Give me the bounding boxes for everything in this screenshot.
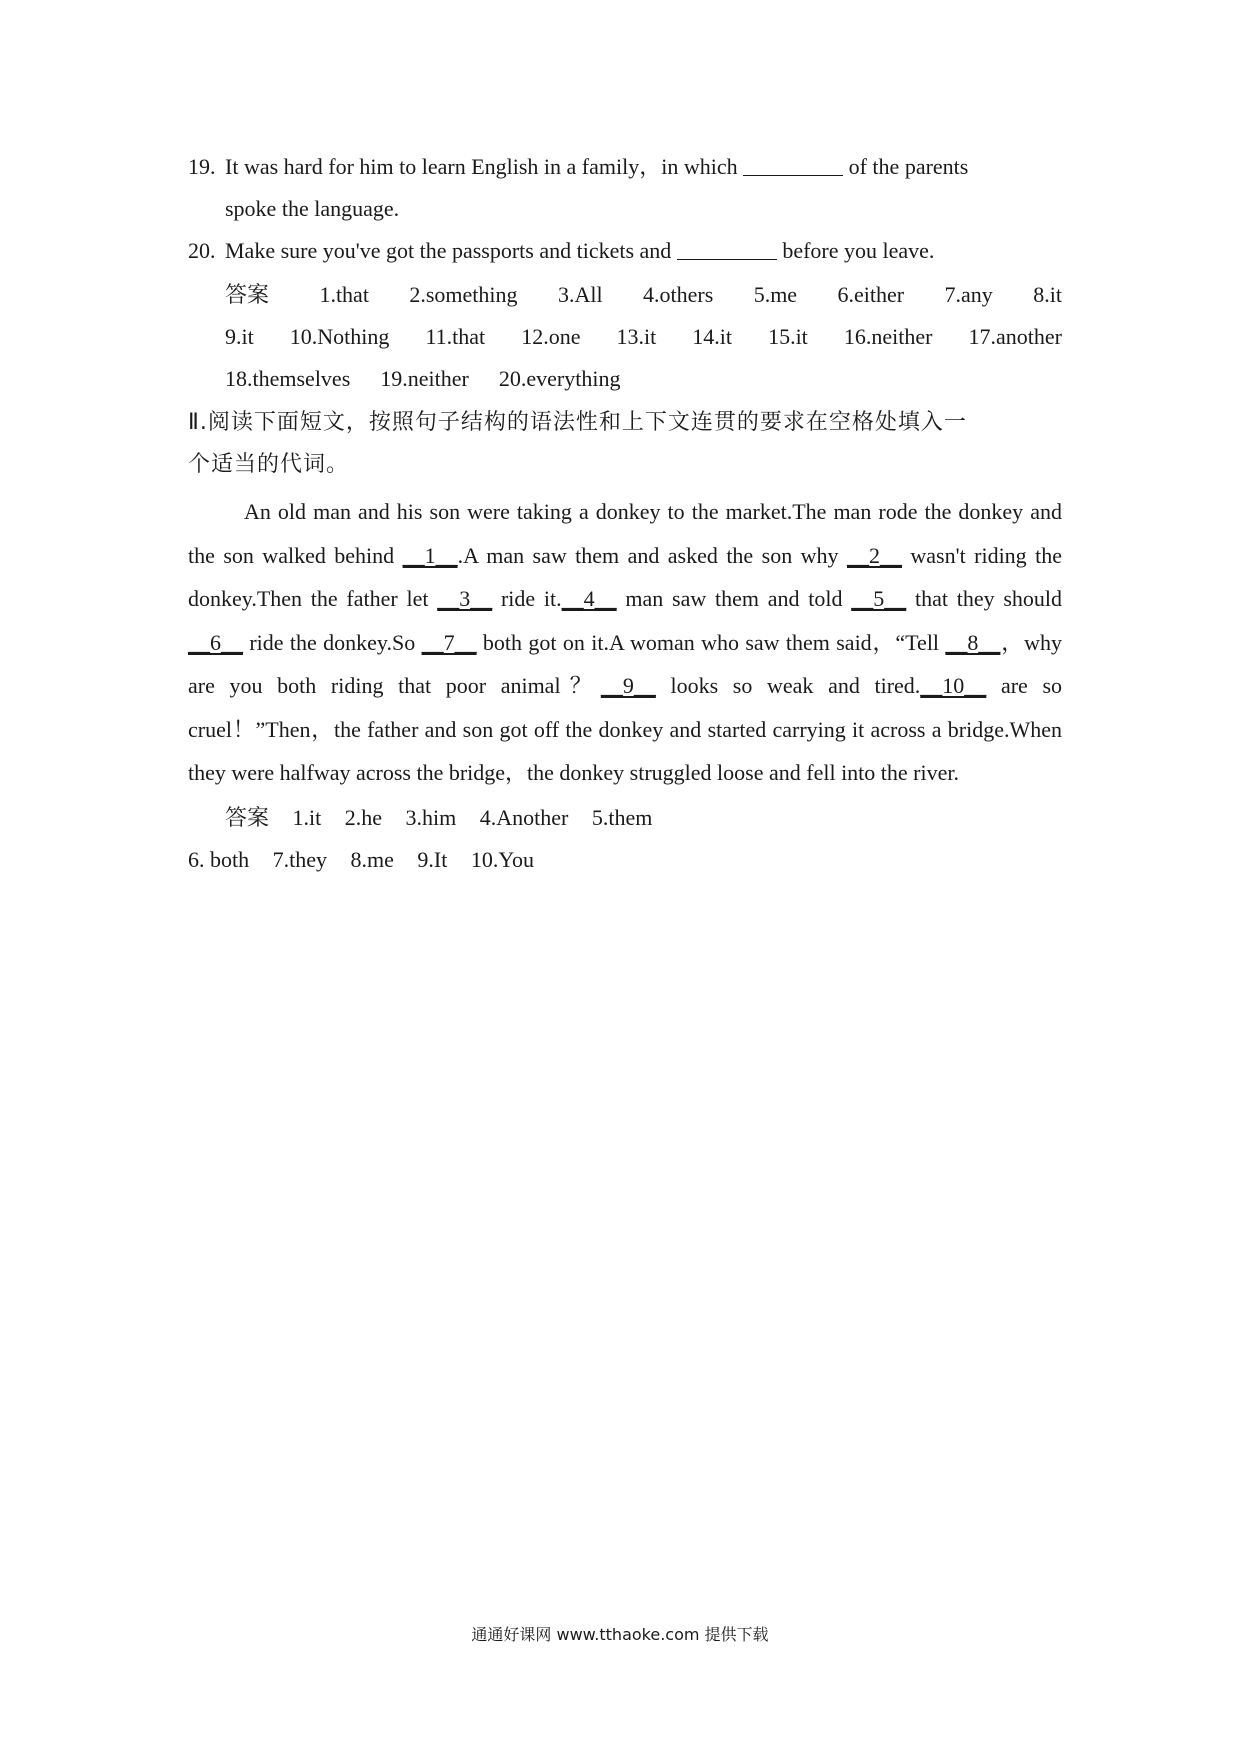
- passage-blank: __10__: [920, 673, 987, 698]
- answer-item: 1.it: [292, 804, 322, 830]
- answer-item: 19.neither: [380, 366, 469, 391]
- passage-blank: __3__: [437, 586, 493, 611]
- passage-blank: __7__: [421, 629, 477, 655]
- passage-blank: __8__: [945, 629, 1001, 655]
- answer-key-1: [188, 274, 1062, 400]
- answer-item: 3.him: [405, 804, 457, 830]
- question-text-continued: spoke the language.: [225, 196, 400, 221]
- answer-row: [225, 316, 1062, 358]
- answer-item: 6.either: [837, 282, 905, 307]
- answer-item: 7.any: [944, 282, 993, 307]
- question-text: Make sure you've got the passports and tickets and: [225, 238, 672, 263]
- passage-text: .A man saw them and asked the son why: [457, 542, 847, 568]
- page-footer: 通通好课网 www.tthaoke.com 提供下载: [471, 1625, 769, 1644]
- answer-item: 6. both: [188, 846, 250, 872]
- question-19: [188, 146, 1062, 230]
- answer-blank: [677, 235, 777, 260]
- answer-item: 5.them: [591, 804, 653, 830]
- passage-text: ride it.: [492, 586, 562, 611]
- passage-text: looks so weak and tired.: [655, 673, 921, 698]
- passage-text: are so cruel！”Then，the father and son got off the donkey and started carrying it across a bridge.When they were halfway across the bridge，the donkey struggled loose and fell into the river.: [188, 673, 1062, 785]
- answer-row: [225, 358, 1062, 400]
- answer-item: 1.that: [319, 282, 369, 307]
- passage-text: that they should: [906, 586, 1063, 611]
- answer-blank: [743, 151, 843, 176]
- answer-item: 8.it: [1033, 282, 1062, 307]
- page-content: [188, 146, 1062, 881]
- passage-text: ride the donkey.So: [243, 629, 422, 655]
- answer-item: 4.others: [643, 282, 714, 307]
- question-number: 19.: [188, 154, 216, 179]
- passage-text: man saw them and told: [616, 586, 852, 611]
- passage-blank: __1__: [402, 542, 458, 568]
- passage-text: both got on it.A woman who saw them said，“Tell: [476, 629, 946, 655]
- answer-key-2: [188, 797, 1062, 839]
- answer-item: 17.another: [968, 324, 1062, 349]
- passage-text: ，why are you both riding that poor animal？: [188, 629, 1063, 698]
- question-text: before you leave.: [782, 238, 935, 263]
- answer-item: 14.it: [692, 324, 733, 349]
- passage-blank: __2__: [846, 542, 902, 568]
- section-heading: [188, 402, 1062, 486]
- passage-blank: __9__: [600, 673, 656, 698]
- answer-item: 9.It: [417, 846, 448, 872]
- answer-item: 12.one: [521, 324, 581, 349]
- answer-item: 15.it: [768, 324, 808, 349]
- passage-blank: __5__: [851, 586, 907, 611]
- answer-item: 20.everything: [498, 366, 621, 391]
- answer-item: 13.it: [616, 324, 657, 349]
- answer-item: 3.All: [557, 282, 603, 307]
- answer-label: 答案: [225, 282, 270, 307]
- passage-blank: __4__: [561, 586, 617, 611]
- passage-text: wasn't riding the donkey.Then the father let: [188, 542, 1062, 611]
- section-instruction: 个适当的代词。: [188, 452, 350, 477]
- answer-key-2-continued: [188, 839, 1062, 881]
- answer-item: 2.he: [344, 804, 383, 830]
- answer-item: 10.You: [470, 846, 535, 872]
- answer-item: 10.Nothing: [289, 324, 390, 349]
- answer-item: 8.me: [350, 846, 394, 872]
- reading-passage: [188, 490, 1062, 795]
- answer-item: 2.something: [409, 282, 518, 307]
- passage-blank: __6__: [188, 629, 243, 655]
- answer-row: [225, 274, 1062, 316]
- answer-item: 9.it: [225, 324, 254, 349]
- answer-item: 11.that: [425, 324, 486, 349]
- answer-label: 答案: [225, 804, 270, 830]
- answer-item: 18.themselves: [225, 366, 351, 391]
- question-text: of the parents: [848, 154, 969, 179]
- section-instruction: Ⅱ.阅读下面短文，按照句子结构的语法性和上下文连贯的要求在空格处填入一: [188, 410, 967, 435]
- answer-item: 16.neither: [843, 324, 933, 349]
- answer-item: 7.they: [272, 846, 328, 872]
- answer-item: 5.me: [753, 282, 798, 307]
- answer-item: 4.Another: [479, 804, 569, 830]
- question-20: [188, 230, 1062, 272]
- passage-text: An old man and his son were taking a donkey to the market.The man rode the donkey and the son walked behind: [188, 499, 1062, 568]
- question-text: It was hard for him to learn English in a family，in which: [225, 154, 738, 179]
- question-number: 20.: [188, 238, 216, 263]
